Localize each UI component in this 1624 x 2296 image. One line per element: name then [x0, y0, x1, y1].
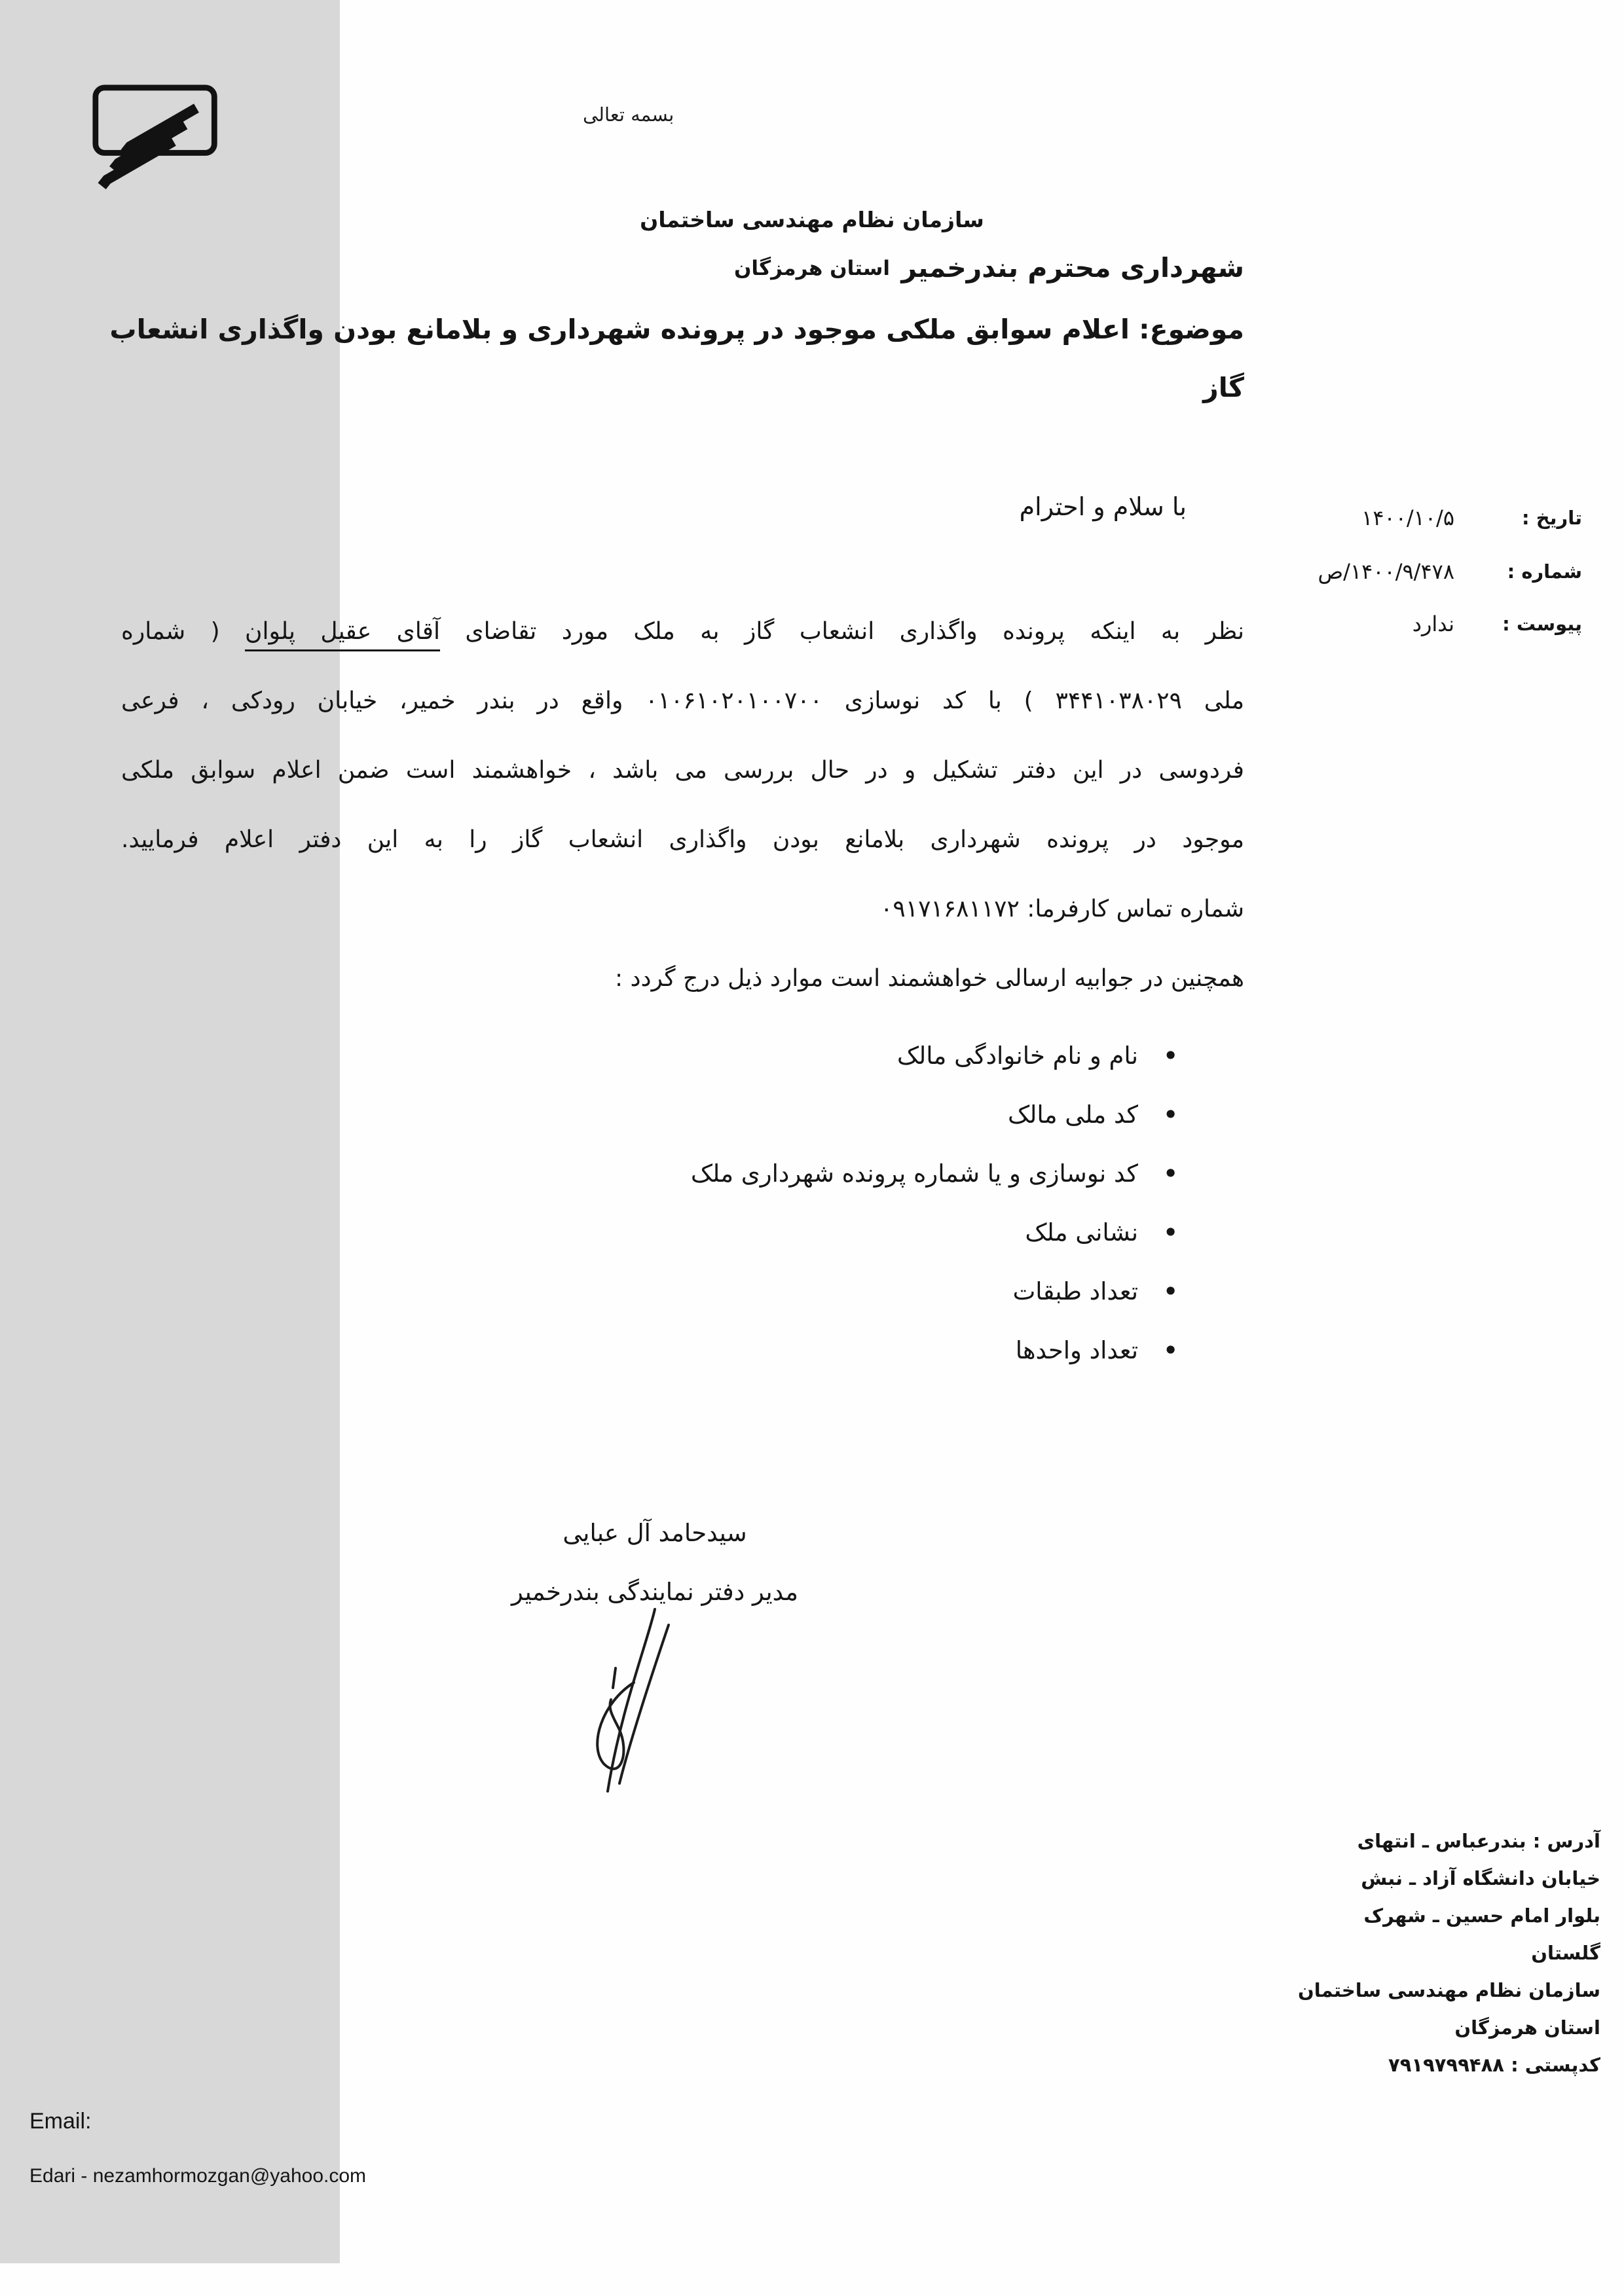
list-item	[121, 1144, 1179, 1203]
body-line-2: ملی ۳۴۴۱۰۳۸۰۲۹ ) با کد نوسازی ۰۱۰۶۱۰۲۰۱۰۰۷۰۰ واقع در بندر خمیر، خیابان رودکی ، فرعی	[121, 687, 1244, 714]
date-value: ۱۴۰۰/۱۰/۵	[1361, 505, 1454, 530]
required-items-list	[121, 1027, 1179, 1380]
subject-line-2: گاز	[1203, 372, 1244, 403]
body-line-3: فردوسی در این دفتر تشکیل و در حال بررسی می باشد ، خواهشمند است ضمن اعلام سوابق ملکی	[121, 757, 1244, 784]
list-item-label: نشانی ملک	[1025, 1218, 1138, 1247]
list-item-label: نام و نام خانوادگی مالک	[896, 1042, 1138, 1070]
besmellah-text: بسمه تعالی	[583, 103, 674, 126]
bullet-icon: •	[1162, 1216, 1179, 1248]
postal-code-line: کدپستی : ۷۹۱۹۷۹۹۴۸۸	[1388, 2054, 1600, 2076]
list-item	[121, 1203, 1179, 1262]
attachment-value: ندارد	[1412, 611, 1454, 636]
list-item-label: تعداد طبقات	[1012, 1277, 1138, 1305]
date-label: تاریخ :	[1522, 507, 1582, 529]
list-item-label: تعداد واحدها	[1015, 1336, 1138, 1364]
list-item	[121, 1321, 1179, 1380]
address-line: سازمان نظام مهندسی ساختمان	[1297, 1979, 1600, 2001]
request-line: همچنین در جوابیه ارسالی خواهشمند است موارد ذیل درج گردد :	[614, 965, 1244, 992]
organization-name: سازمان نظام مهندسی ساختمان	[640, 207, 984, 232]
bullet-icon: •	[1162, 1040, 1179, 1072]
address-line: خیابان دانشگاه آزاد ـ نبش	[1361, 1867, 1600, 1889]
list-item	[121, 1085, 1179, 1144]
salutation-line: با سلام و احترام	[1019, 492, 1187, 521]
organization-address	[20, 1823, 1600, 2084]
address-line: استان هرمزگان	[1454, 2016, 1600, 2039]
email-label: Email:	[29, 2109, 92, 2134]
organization-logo-icon	[92, 84, 223, 194]
list-item	[121, 1027, 1179, 1085]
contact-phone-line: شماره تماس کارفرما: ۰۹۱۷۱۶۸۱۱۷۲	[880, 896, 1244, 922]
letter-body	[121, 597, 1244, 1013]
bullet-icon: •	[1162, 1157, 1179, 1190]
body-line-1-pre: نظر به اینکه پرونده واگذاری انشعاب گاز به ملک مورد تقاضای	[465, 618, 1245, 645]
applicant-name-underlined: آقای عقیل پلوان	[245, 618, 440, 651]
address-line: آدرس : بندرعباس ـ انتهای	[1357, 1830, 1600, 1852]
bullet-icon: •	[1162, 1275, 1179, 1307]
list-item-label: کد نوسازی و یا شماره پرونده شهرداری ملک	[690, 1159, 1138, 1188]
email-address: Edari - nezamhormozgan@yahoo.com	[29, 2165, 367, 2187]
attachment-label: پیوست :	[1502, 613, 1582, 635]
body-line-1	[121, 597, 1244, 666]
address-line: بلوار امام حسین ـ شهرک	[1363, 1904, 1600, 1927]
body-line-4: موجود در پرونده شهرداری بلامانع بودن واگذاری انشعاب گاز را به این دفتر اعلام فرمایید.	[121, 826, 1244, 853]
signatory-role: مدیر دفتر نمایندگی بندرخمیر	[511, 1578, 798, 1606]
bullet-icon: •	[1162, 1334, 1179, 1366]
organization-province: استان هرمزگان	[733, 257, 891, 280]
signatory-name: سیدحامد آل عبایی	[563, 1519, 747, 1547]
body-line-1-post: ( شماره	[121, 618, 220, 645]
bullet-icon: •	[1162, 1099, 1179, 1131]
list-item-label: کد ملی مالک	[1008, 1101, 1138, 1129]
subject-line-1: موضوع: اعلام سوابق ملکی موجود در پرونده شهرداری و بلامانع بودن واگذاری انشعاب	[109, 314, 1244, 345]
list-item	[121, 1262, 1179, 1321]
address-line: گلستان	[1531, 1942, 1600, 1964]
handwritten-signature	[555, 1605, 693, 1795]
number-value: ۱۴۰۰/۹/۴۷۸/ص	[1318, 559, 1454, 584]
recipient-line: شهرداری محترم بندرخمیر	[901, 252, 1244, 283]
number-label: شماره :	[1507, 560, 1582, 583]
